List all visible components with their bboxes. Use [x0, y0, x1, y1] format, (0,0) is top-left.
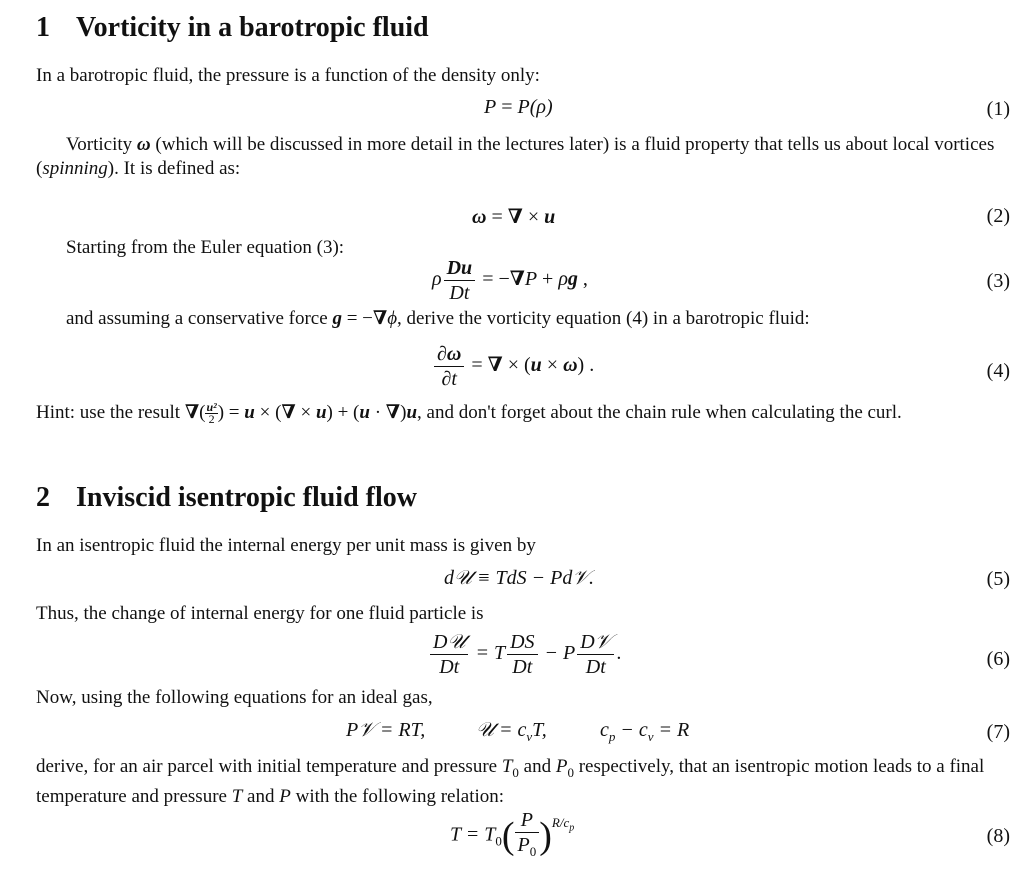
eq7b-lhs: 𝒰 = c [476, 719, 527, 741]
equation-5-number: (5) [986, 568, 1010, 590]
hint-paragraph [36, 400, 1010, 425]
eq4-times: × [541, 354, 564, 377]
eq7b-sub: v [526, 729, 533, 744]
derive-and-2: and [242, 785, 280, 807]
eq8-open-paren: ( [501, 815, 515, 857]
hint-m4: · [369, 402, 386, 423]
assume-text-3: , derive the vorticity equation (4) in a barotropic fluid: [397, 308, 810, 329]
eq3-comma: , [577, 268, 588, 291]
eq1-equals: = [496, 96, 518, 118]
hint-frac-num: u² [206, 400, 217, 415]
eq6-eq: = T [470, 642, 506, 665]
eq6-fraction-3 [577, 630, 614, 679]
eq3-rhs: = − [477, 268, 510, 291]
eq3-p: P [524, 268, 538, 291]
eq1-arg: (ρ) [529, 96, 553, 118]
hint-nabla3: ∇ [385, 402, 401, 423]
hint-text-2: , and don't forget about the chain rule when calculating the curl. [417, 402, 902, 423]
equation-3 [432, 256, 588, 305]
assume-text-1: and assuming a conservative force [66, 308, 333, 329]
equation-7-number: (7) [986, 721, 1010, 743]
eq6-minus: − P [539, 642, 576, 665]
eq7c-c1: c [600, 719, 609, 741]
eq6-f2-num: DS [510, 631, 535, 653]
derive-t0: T [501, 756, 513, 777]
eq8-lhs: T = T [450, 823, 496, 846]
hint-nabla2: ∇ [281, 402, 296, 423]
equation-2-number: (2) [986, 205, 1010, 227]
section-1-number: 1 [36, 12, 50, 43]
vort-omega: ω [136, 134, 151, 155]
eq3-rho: ρ [432, 268, 442, 291]
section-1-title: Vorticity in a barotropic fluid [76, 12, 429, 43]
eq8-frac-num: P [520, 809, 534, 831]
eq8-exp-sub: p [569, 822, 575, 834]
eq6-fraction-2 [507, 630, 537, 679]
eq6-f3-num: D𝒱 [580, 631, 612, 653]
assume-text-2: = − [341, 308, 373, 329]
change-text: Thus, the change of internal energy for one fluid particle is [36, 603, 484, 624]
equation-4 [432, 342, 594, 391]
eq8-exp-text: R/c [551, 814, 570, 830]
equation-8-number: (8) [986, 825, 1010, 847]
eq4-nabla: ∇ [487, 354, 503, 377]
eq7c-end: = R [653, 719, 690, 741]
hint-close: ) = [217, 402, 245, 423]
derive-p0-sub: 0 [567, 764, 574, 780]
eq7c-mid: − c [615, 719, 648, 741]
eq6-end: . [616, 642, 622, 665]
hint-frac-den: 2 [208, 412, 215, 427]
equation-7b [476, 719, 547, 745]
eq1-p: P [484, 96, 497, 118]
hint-u2: u [315, 402, 327, 423]
hint-u3: u [359, 402, 370, 423]
eq3-fraction [444, 256, 476, 305]
eq4-end: ) . [577, 354, 595, 377]
equation-5: d𝒰 ≡ TdS − Pd𝒱. [444, 567, 594, 589]
derive-t0-sub: 0 [512, 764, 519, 780]
hint-u1: u [244, 402, 255, 423]
eq4-frac-num: ∂ω [437, 343, 462, 365]
vorticity-paragraph [36, 133, 1010, 181]
eq4-u: u [530, 354, 542, 377]
hint-nabla: ∇ [184, 402, 200, 423]
eq3-g: g [567, 268, 578, 291]
section-2-heading [36, 482, 417, 514]
eq8-frac-den-sub: 0 [529, 844, 537, 859]
eq4-fraction [434, 342, 464, 391]
euler-text: Starting from the Euler equation (3): [66, 237, 345, 258]
equation-7c [600, 719, 689, 745]
eq8-exponent [551, 814, 575, 834]
vort-text-3: ). It is defined as: [107, 158, 241, 179]
equation-7a: P𝒱 = RT, [346, 719, 426, 741]
hint-m5: ) [400, 402, 407, 423]
eq3-plus: + [537, 268, 559, 291]
equation-3-number: (3) [986, 270, 1010, 292]
eq8-fraction [515, 808, 540, 864]
eq7c-sub2: v [647, 729, 654, 744]
equation-8 [450, 808, 574, 864]
eq2-times: × [522, 206, 545, 228]
section-1-heading [36, 12, 429, 44]
equation-4-number: (4) [986, 360, 1010, 382]
derive-text-3: with the following relation: [290, 785, 505, 807]
eq1-pfun: P [517, 96, 530, 118]
eq4-omega: ω [563, 354, 578, 377]
eq6-fraction-1 [430, 630, 468, 679]
eq6-f1-den: Dt [439, 656, 460, 678]
hint-m1: × ( [254, 402, 282, 423]
ideal-gas-text: Now, using the following equations for an ideal gas, [36, 687, 433, 708]
eq4-frac-den: ∂t [441, 368, 457, 390]
section-2-number: 2 [36, 482, 50, 513]
eq8-frac-den: P [517, 834, 530, 856]
section-2-intro: In an isentropic fluid the internal energy per unit mass is given by [36, 535, 536, 556]
eq2-nabla: ∇ [507, 206, 523, 228]
hint-m3: ) + ( [326, 402, 360, 423]
derive-t: T [231, 785, 243, 807]
eq3-nabla: ∇ [509, 268, 525, 291]
eq3-rho2: ρ [558, 268, 568, 291]
eq4-rhs: = [466, 354, 488, 377]
equation-1 [484, 96, 553, 119]
eq6-f3-den: Dt [585, 656, 606, 678]
eq8-close-paren: ) [539, 815, 552, 857]
eq4-mid: × ( [502, 354, 531, 377]
hint-u4: u [406, 402, 418, 423]
derive-and-1: and [518, 756, 556, 777]
derive-paragraph [36, 755, 1010, 809]
eq3-frac-num: Du [446, 257, 473, 279]
assume-phi: ϕ [387, 308, 398, 329]
hint-text-1: Hint: use the result [36, 402, 185, 423]
hint-m2: × [295, 402, 316, 423]
equation-6-number: (6) [986, 648, 1010, 670]
assume-g: g [332, 308, 342, 329]
assume-text [66, 307, 810, 331]
equation-2 [472, 204, 555, 229]
vort-text-1: Vorticity [66, 134, 137, 155]
derive-text-2: respectively, that an isentropic motion leads to a final temperature and pressure [36, 756, 985, 807]
section-1-intro: In a barotropic fluid, the pressure is a function of the density only: [36, 65, 540, 86]
derive-p: P [279, 785, 291, 807]
eq6-f1-num: D𝒰 [433, 631, 466, 653]
eq2-u: u [544, 206, 556, 228]
equation-1-number: (1) [986, 98, 1010, 120]
eq2-omega: ω [472, 206, 487, 228]
equation-6 [428, 630, 621, 679]
vort-spinning: spinning [42, 158, 108, 179]
eq8-sub0: 0 [495, 833, 502, 849]
eq7c-sub1: p [608, 729, 616, 744]
derive-text-1: derive, for an air parcel with initial temperature and pressure [36, 756, 502, 777]
eq2-equals: = [486, 206, 508, 228]
eq7b-end: T, [532, 719, 547, 741]
hint-fraction [205, 402, 217, 425]
derive-p0: P [555, 756, 568, 777]
eq6-f2-den: Dt [512, 656, 533, 678]
assume-nabla: ∇ [372, 308, 388, 329]
eq3-frac-den: Dt [449, 282, 470, 304]
hint-open: ( [199, 402, 206, 423]
vort-text-2: (which will be discussed in more detail in the lectures later) is a fluid property that tells us about local vortices ( [36, 134, 995, 179]
section-2-title: Inviscid isentropic fluid flow [76, 482, 417, 513]
